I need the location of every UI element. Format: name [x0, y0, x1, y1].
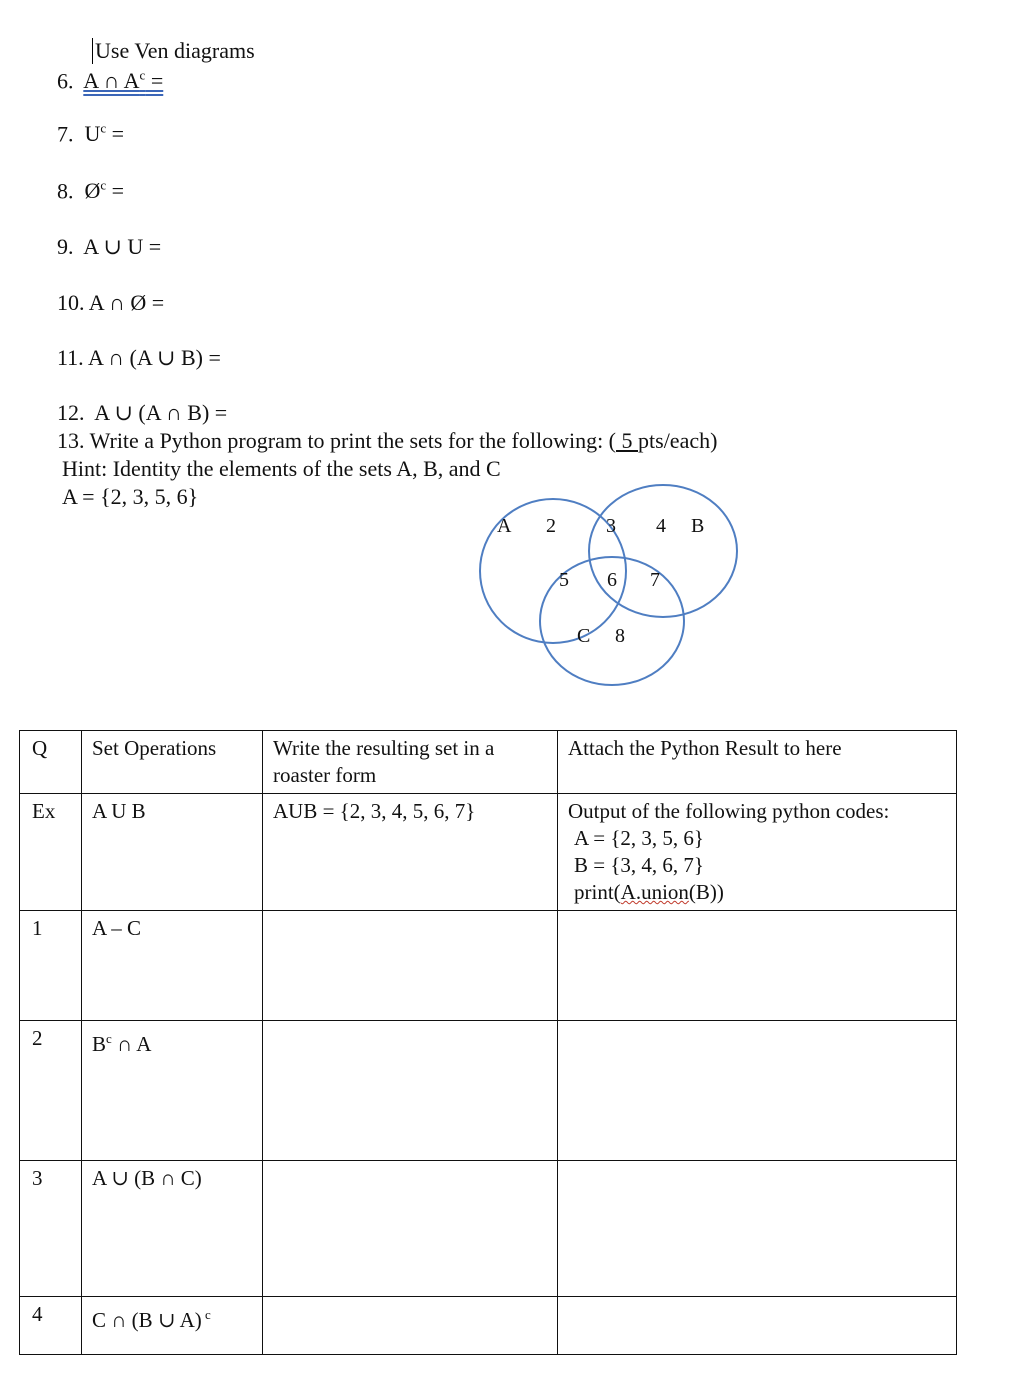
- row-python-output: [558, 794, 957, 911]
- header-q: Q: [20, 731, 82, 794]
- venn-label-a: A: [497, 515, 512, 537]
- question-12: [57, 400, 227, 426]
- code-line: print(A.union(B)): [574, 880, 724, 904]
- code-line: B = {3, 4, 6, 7}: [574, 853, 705, 877]
- venn-number: 7: [650, 569, 660, 591]
- row-q: 3: [20, 1161, 82, 1297]
- question-13: 13. Write a Python program to print the sets for the following: ( 5 pts/each): [57, 428, 718, 453]
- row-result-cell[interactable]: [263, 1161, 558, 1297]
- python-intro: Output of the following python codes:: [568, 799, 890, 823]
- question-number: 11.: [57, 345, 84, 370]
- question-expression: A ∪ (A ∩ B) =: [94, 400, 228, 425]
- row-q: 1: [20, 911, 82, 1021]
- row-operation: A ∪ (B ∩ C): [82, 1161, 263, 1297]
- venn-number: 4: [656, 515, 666, 537]
- question-10: [57, 290, 164, 316]
- venn-number: 5: [559, 569, 569, 591]
- question-expression: A ∩ Ø =: [88, 290, 165, 315]
- set-operations-table: [19, 730, 957, 1355]
- table-header-row: [20, 731, 957, 794]
- row-q: 4: [20, 1297, 82, 1355]
- question-number: 8.: [57, 178, 74, 204]
- table-row: [20, 1021, 957, 1161]
- question-expression: A ∩ $A^c$ =: [83, 68, 164, 94]
- row-q: 2: [20, 1021, 82, 1161]
- header-set-operations: Set Operations: [82, 731, 263, 794]
- table-row: [20, 911, 957, 1021]
- question-number: 7.: [57, 121, 74, 147]
- row-operation: A U B: [82, 794, 263, 911]
- venn-number: 8: [615, 625, 625, 647]
- venn-number: 6: [607, 569, 617, 591]
- row-python-cell[interactable]: [558, 1021, 957, 1161]
- row-result-cell[interactable]: [263, 1297, 558, 1355]
- table-row: [20, 1161, 957, 1297]
- venn-circle-b: [589, 485, 737, 617]
- instruction-text: Use Ven diagrams: [92, 38, 255, 64]
- question-number: 9.: [57, 234, 74, 259]
- question-number: 6.: [57, 68, 74, 94]
- table-row: [20, 1297, 957, 1355]
- question-number: 10.: [57, 290, 85, 315]
- question-expression: A ∪ U =: [83, 234, 162, 259]
- table-row-example: [20, 794, 957, 911]
- venn-number: 3: [606, 515, 616, 537]
- question-9: [57, 234, 161, 260]
- question-8: [57, 178, 124, 204]
- question-expression: $Ø^c$ =: [84, 178, 125, 204]
- row-result-cell[interactable]: [263, 911, 558, 1021]
- row-operation: A – C: [82, 911, 263, 1021]
- set-a-definition: A = {2, 3, 5, 6}: [62, 484, 199, 509]
- question-expression: A ∩ (A ∪ B) =: [87, 345, 221, 370]
- venn-label-c: C: [577, 625, 591, 647]
- question-6: [57, 68, 163, 94]
- row-python-cell[interactable]: [558, 1297, 957, 1355]
- question-7: [57, 121, 124, 147]
- row-q: Ex: [20, 794, 82, 911]
- row-operation: C ∩ (B ∪ A) $^c$: [82, 1297, 263, 1355]
- question-expression: $U^c$ =: [84, 121, 125, 147]
- row-operation: $B^c$ ∩ A: [82, 1021, 263, 1161]
- question-number: 12.: [57, 400, 85, 425]
- code-line: A = {2, 3, 5, 6}: [574, 826, 705, 850]
- venn-label-b: B: [691, 515, 705, 537]
- row-result: AUB = {2, 3, 4, 5, 6, 7}: [263, 794, 558, 911]
- row-result-cell[interactable]: [263, 1021, 558, 1161]
- header-roster-form: Write the resulting set in a roaster form: [263, 731, 558, 794]
- row-python-cell[interactable]: [558, 1161, 957, 1297]
- header-python-result: Attach the Python Result to here: [558, 731, 957, 794]
- venn-diagram: [470, 490, 750, 695]
- venn-number: 2: [546, 515, 556, 537]
- row-python-cell[interactable]: [558, 911, 957, 1021]
- question-11: [57, 345, 221, 371]
- hint-text: Hint: Identity the elements of the sets A, B, and C: [62, 456, 501, 481]
